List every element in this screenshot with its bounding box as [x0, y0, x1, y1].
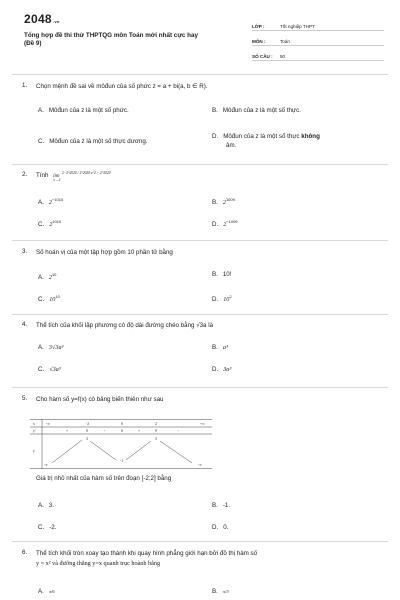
question-6: 6. Thể tích khối tròn xoay tạo thành khi quay hình phẳng giới hạn bởi đồ thị hàm số y = x² và đường thẳng y=x quanh trục hoành bằng A. π/6 B. π/3 — [22, 549, 258, 595]
site-logo[interactable]: 2048.vn — [24, 12, 60, 26]
option-c[interactable]: C. Môđun của z là một số thực dương. — [38, 138, 148, 145]
option-b[interactable]: B. -1. — [212, 502, 231, 509]
divider — [12, 74, 388, 75]
option-d[interactable]: D. 0. — [212, 524, 229, 531]
divider — [12, 387, 388, 388]
exam-meta — [252, 16, 384, 61]
option-b[interactable]: B. π/3 — [212, 588, 229, 595]
deriv-sign: - — [104, 429, 106, 433]
y-label: y — [33, 449, 35, 453]
divider — [12, 314, 388, 315]
option-d[interactable]: D. Môđun của z là một số thực không âm. — [212, 133, 320, 149]
divider — [12, 164, 388, 165]
option-a[interactable]: A. π/6 — [38, 588, 55, 595]
option-c[interactable]: C. -2. — [38, 524, 57, 531]
y-value: -1 — [120, 459, 123, 463]
arrow-up — [52, 440, 82, 463]
y-value: 3 — [155, 437, 157, 441]
deriv-zero: 0 — [86, 429, 88, 433]
q2-stem: Tính lim $_{x\to 2}$ $^{2-2\^{}2020 / 2\^{}2020\cdot x\^{}2 - 2\^{}2020}$ — [36, 171, 111, 182]
option-d[interactable]: D. 3a³ — [212, 366, 232, 373]
option-a[interactable]: A. 3. — [38, 502, 55, 509]
question-4: 4. Thể tích của khối lập phương có độ dài đường chéo bằng √3a là A. 3√3a³ B. a³ C. √3a³ D. 3a³ — [22, 321, 232, 373]
exam-title: Tổng hợp đề thi thử THPTQG môn Toán mới nhất cực hay (Đề 9) — [24, 32, 198, 47]
arrow-down — [90, 441, 116, 460]
option-a[interactable]: A. $2^{10}$ — [38, 272, 57, 282]
deriv-sign: - — [178, 429, 180, 433]
option-a[interactable]: A. 3√3a³ — [38, 344, 64, 351]
option-c[interactable]: C. $2^{1010}$ — [38, 219, 62, 229]
variation-table — [30, 419, 212, 469]
option-d[interactable]: D. $10^2$ — [212, 294, 232, 304]
deriv-sign: + — [66, 429, 69, 433]
question-1: 1. Chọn mệnh đề sai về môđun của số phức z = a + bi(a, b ∈ R). A. Môđun của z là một số phức. B. Môđun của z là một số thực. C. Môđun của z là một số thực dương. D. Môđun của z là một số thực không âm. — [22, 82, 320, 149]
meta-row-subject: MÔN : Toán — [252, 31, 384, 46]
option-a[interactable]: A. Môđun của z là một số phức. — [38, 107, 129, 114]
deriv-sign: + — [138, 429, 141, 433]
y-value: 3 — [86, 437, 88, 441]
x-value: 0 — [121, 422, 123, 426]
y-value: -∞ — [198, 463, 202, 467]
divider — [12, 240, 388, 241]
header — [24, 12, 384, 68]
option-b[interactable]: B. a³ — [212, 344, 228, 351]
divider — [12, 541, 388, 542]
option-b[interactable]: B. 10! — [212, 271, 232, 278]
x-label: x — [33, 422, 35, 426]
option-b[interactable]: B. $2^{1009}$ — [212, 197, 235, 207]
option-b[interactable]: B. Môđun của z là một số thực. — [212, 107, 301, 114]
option-c[interactable]: C. √3a³ — [38, 366, 61, 373]
meta-row-count: SỐ CÂU : 50 — [252, 46, 384, 61]
x-value: -2 — [86, 422, 89, 426]
question-5: 5. Cho hàm số y=f(x) có bảng biến thiên như sau Giá trị nhỏ nhất của hàm số trên đoạn [-2;2] bằng A. 3. B. -1. C. -2. D. 0. — [22, 395, 231, 531]
deriv-zero: 0 — [155, 429, 157, 433]
y-value: -∞ — [44, 463, 48, 467]
x-value: -∞ — [46, 422, 50, 426]
option-c[interactable]: C. $10^{10}$ — [38, 294, 60, 304]
x-value: 2 — [155, 422, 157, 426]
deriv-zero: 0 — [121, 429, 123, 433]
question-2: 2. Tính lim $_{x\to 2}$ $^{2-2\^{}2020 / 2\^{}2020\cdot x\^{}2 - 2\^{}2020}$ A. $2^{-1010}$ B. $2^{1009}$ C. $2^{1010}$ D. $2^{-1009}$ — [22, 171, 378, 237]
question-3: 3. Số hoán vị của một tập hợp gồm 10 phần tử bằng A. $2^{10}$ B. 10! C. $10^{10}$ D. $10^2$ — [22, 248, 232, 304]
x-value: +∞ — [200, 422, 205, 426]
option-d[interactable]: D. $2^{-1009}$ — [212, 219, 238, 229]
arrow-down — [160, 441, 192, 463]
meta-row-grade: LỚP : Tốt nghiệp THPT — [252, 16, 384, 31]
option-a[interactable]: A. $2^{-1010}$ — [38, 197, 64, 207]
arrow-up — [126, 441, 151, 460]
deriv-label: y' — [33, 429, 36, 433]
